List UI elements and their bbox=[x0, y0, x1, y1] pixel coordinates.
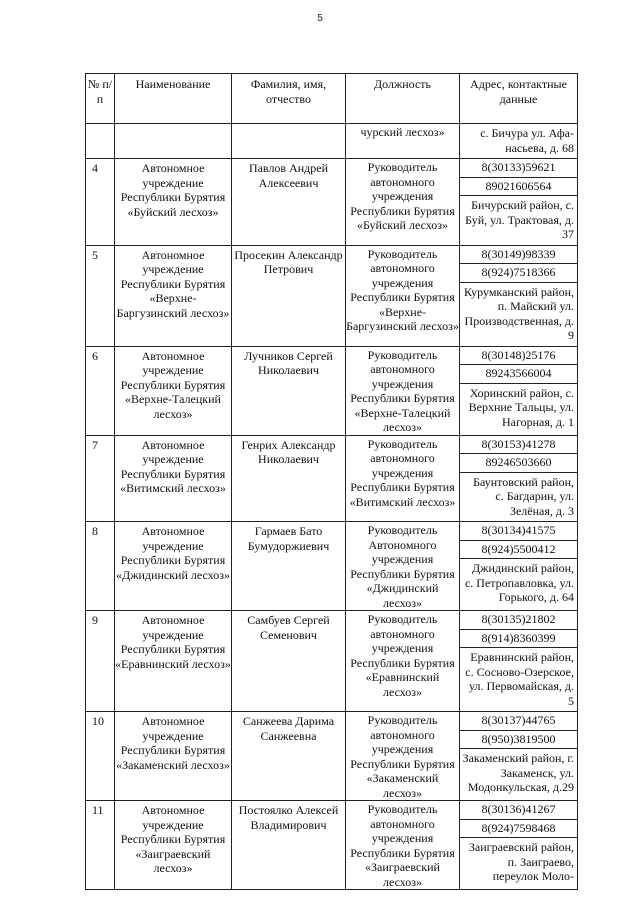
phone-secondary: 89243566004 bbox=[460, 364, 577, 383]
cell-name: Самбуев Сергей Семенович bbox=[232, 611, 346, 712]
table-row bbox=[86, 522, 578, 611]
cell-address-group bbox=[460, 124, 578, 159]
table-row bbox=[86, 346, 578, 435]
cell-position: Руководитель автономного учреждения Республики Бурятия «Закаменский лесхоз» bbox=[346, 712, 460, 801]
cell-contacts bbox=[460, 522, 578, 611]
phone-secondary: 8(924)5500412 bbox=[460, 540, 577, 559]
cell-name: Генрих Александр Николаевич bbox=[232, 435, 346, 522]
cell-position: Руководитель автономного учреждения Республики Бурятия «Еравнинский лесхоз» bbox=[346, 611, 460, 712]
table-row bbox=[86, 611, 578, 712]
address-text: Баунтовский район, с. Багдарин, ул. Зелёная, д. 3 bbox=[460, 472, 577, 522]
cell-org: Автономное учреждение Республики Бурятия «Джидинский лесхоз» bbox=[115, 522, 232, 611]
address-text: Курумканский район, п. Майский ул. Производственная, д. 9 bbox=[460, 282, 577, 346]
phone-secondary: 89246503660 bbox=[460, 453, 577, 472]
cell-contacts bbox=[460, 801, 578, 890]
table-row bbox=[86, 801, 578, 890]
col-header-name: Фамилия, имя, отчество bbox=[232, 74, 346, 124]
phone-secondary: 8(950)3819500 bbox=[460, 730, 577, 749]
phone-secondary: 89021606564 bbox=[460, 177, 577, 196]
cell-name: Постоялко Алексей Владимирович bbox=[232, 801, 346, 890]
cell-contacts bbox=[460, 712, 578, 801]
table-row bbox=[86, 245, 578, 346]
cell-name: Павлов Андрей Алексеевич bbox=[232, 159, 346, 246]
cell-position: Руководитель Автономного учреждения Республики Бурятия «Джидинский лесхоз» bbox=[346, 522, 460, 611]
cell-num: 4 bbox=[86, 159, 115, 246]
col-header-address: Адрес, контактные данные bbox=[460, 74, 578, 124]
cell-org bbox=[115, 124, 232, 159]
cell-name: Лучников Сергей Николаевич bbox=[232, 346, 346, 435]
cell-position: Руководитель автономного учреждения Республики Бурятия «Верхне-Талецкий лесхоз» bbox=[346, 346, 460, 435]
cell-contacts bbox=[460, 435, 578, 522]
phone-secondary: 8(924)7518366 bbox=[460, 263, 577, 282]
table-row bbox=[86, 159, 578, 246]
phone-primary: 8(30149)98339 bbox=[481, 246, 556, 261]
cell-org: Автономное учреждение Республики Бурятия «Витимский лесхоз» bbox=[115, 435, 232, 522]
address-text: Закаменский район, г. Закаменск, ул. Модонкульская, д.29 bbox=[460, 748, 577, 798]
cell-position: Руководитель автономного учреждения Республики Бурятия «Заиграевский лесхоз» bbox=[346, 801, 460, 890]
phone-primary: 8(30137)44765 bbox=[481, 713, 556, 727]
cell-position: Руководитель автономного учреждения Республики Бурятия «Витимский лесхоз» bbox=[346, 435, 460, 522]
cell-org: Автономное учреждение Республики Бурятия «Заиграевский лесхоз» bbox=[115, 801, 232, 890]
address-text: Джидинский район, с. Петропавловка, ул. Горького, д. 64 bbox=[460, 558, 577, 608]
address-text: Еравнинский район, с. Сосново-Озерское, ул. Первомайская, д. 5 bbox=[460, 647, 577, 711]
table-row bbox=[86, 435, 578, 522]
cell-num bbox=[86, 124, 115, 159]
cell-position: Руководитель автономного учреждения Республики Бурятия «Верхне-Баргузинский лесхоз» bbox=[346, 245, 460, 346]
cell-num: 8 bbox=[86, 522, 115, 611]
col-header-org: Наименование bbox=[115, 74, 232, 124]
table-row bbox=[86, 712, 578, 801]
cell-org: Автономное учреждение Республики Бурятия «Закаменский лесхоз» bbox=[115, 712, 232, 801]
cell-org: Автономное учреждение Республики Бурятия «Еравнинский лесхоз» bbox=[115, 611, 232, 712]
table-row-continuation bbox=[86, 124, 578, 159]
phone-primary: 8(30148)25176 bbox=[481, 347, 556, 362]
cell-contacts bbox=[460, 159, 578, 246]
phone-primary: 8(30134)41575 bbox=[481, 523, 556, 537]
phone-secondary: 8(914)8360399 bbox=[460, 629, 577, 648]
phone-secondary: 8(924)7598468 bbox=[460, 819, 577, 838]
address-text: Бичурский район, с. Буй, ул. Трактовая, д. 37 bbox=[460, 195, 577, 245]
phone-primary: 8(30135)21802 bbox=[481, 612, 556, 626]
address-text: Хоринский район, с. Верхние Тальцы, ул. Нагорная, д. 1 bbox=[460, 383, 577, 433]
cell-num: 6 bbox=[86, 346, 115, 435]
cell-num: 5 bbox=[86, 245, 115, 346]
cell-name: Гармаев Бато Бумудоржиевич bbox=[232, 522, 346, 611]
cell-org: Автономное учреждение Республики Бурятия «Верхне-Баргузинский лесхоз» bbox=[115, 245, 232, 346]
table-header-row bbox=[86, 74, 578, 124]
cell-name bbox=[232, 124, 346, 159]
forestry-contacts-table bbox=[85, 73, 578, 890]
cell-org: Автономное учреждение Республики Бурятия «Буйский лесхоз» bbox=[115, 159, 232, 246]
cell-contacts bbox=[460, 346, 578, 435]
cell-num: 11 bbox=[86, 801, 115, 890]
col-header-position: Должность bbox=[346, 74, 460, 124]
cell-contacts bbox=[460, 611, 578, 712]
cell-name: Санжеева Дарима Санжеевна bbox=[232, 712, 346, 801]
col-header-num: № п/п bbox=[86, 74, 115, 124]
cell-org: Автономное учреждение Республики Бурятия «Верхне-Талецкий лесхоз» bbox=[115, 346, 232, 435]
address-text: Заиграевский район, п. Заиграево, переулок Моло- bbox=[460, 837, 577, 887]
phone-primary: 8(30133)59621 bbox=[481, 160, 556, 174]
address-text: с. Бичура ул. Афа-насьева, д. 68 bbox=[480, 126, 574, 155]
cell-position: чурский лесхоз» bbox=[346, 124, 460, 159]
cell-contacts bbox=[460, 245, 578, 346]
cell-position: Руководитель автономного учреждения Республики Бурятия «Буйский лесхоз» bbox=[346, 159, 460, 246]
phone-primary: 8(30153)41278 bbox=[481, 436, 556, 451]
page-number: 5 bbox=[317, 13, 323, 24]
phone-primary: 8(30136)41267 bbox=[481, 802, 556, 816]
cell-name: Просекин Александр Петрович bbox=[232, 245, 346, 346]
cell-num: 10 bbox=[86, 712, 115, 801]
cell-num: 9 bbox=[86, 611, 115, 712]
cell-num: 7 bbox=[86, 435, 115, 522]
